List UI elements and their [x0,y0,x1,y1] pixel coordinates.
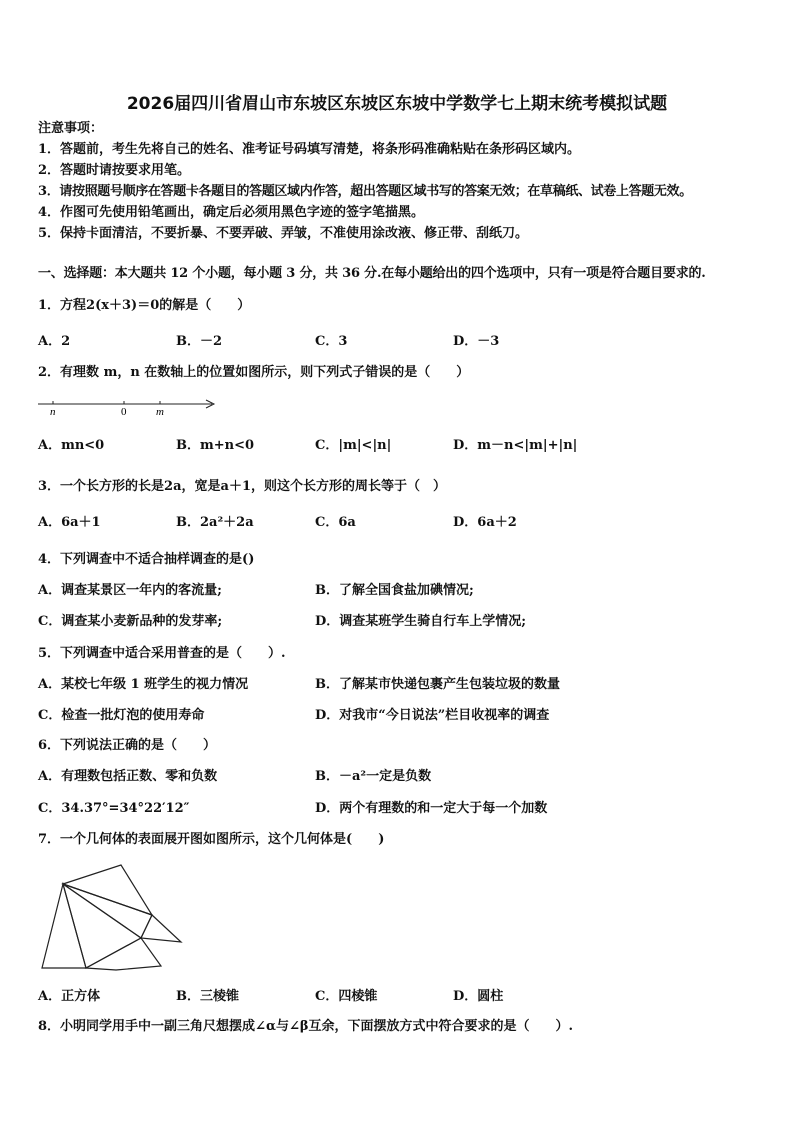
question-stem: 7．一个几何体的表面展开图如图所示，这个几何体是( ) [38,832,385,847]
option-d: D．圆柱 [453,989,504,1004]
label-m: m [156,406,164,418]
net-face-top [63,865,152,915]
question-stem: 5．下列调查中适合采用普查的是（ ）. [38,646,286,661]
option-a: A．2 [38,334,71,349]
notice-heading: 注意事项： [38,121,104,136]
option-c: C．3 [315,334,348,349]
option-d: D．两个有理数的和一定大于每一个加数 [315,801,548,816]
option-d: D．对我市“今日说法”栏目收视率的调查 [315,708,550,723]
option-a: A．正方体 [38,989,101,1004]
question-stem: 3．一个长方形的长是2a，宽是a＋1，则这个长方形的周长等于（ ） [38,479,446,494]
option-b: B．2a²＋2a [176,515,254,530]
option-b: B．－a²一定是负数 [315,769,432,784]
net-face-square-top [63,884,141,968]
section-heading: 一、选择题：本大题共 12 个小题，每小题 3 分，共 36 分.在每小题给出的四个选项中，只有一项是符合题目要求的. [38,266,706,281]
option-b: B．m+n<0 [176,438,255,453]
net-face-square [86,938,161,970]
option-b: B．了解某市快递包裹产生包装垃圾的数量 [315,677,560,692]
option-c: C．34.37°=34°22′12″ [38,801,190,816]
option-c: C．6a [315,515,356,530]
net-face-middle [63,884,152,938]
option-a: A．6a＋1 [38,515,101,530]
option-b: B．三棱锥 [176,989,239,1004]
question-stem: 8．小明同学用手中一副三角尺想摆成∠α与∠β互余，下面摆放方式中符合要求的是（ ）. [38,1019,573,1034]
option-c: C．|m|<|n| [315,438,392,453]
notice-item: 5．保持卡面清洁，不要折暴、不要弄破、弄皱，不准使用涂改液、修正带、刮纸刀。 [38,226,529,241]
pyramid-net-figure [36,862,186,972]
option-a: A．有理数包括正数、零和负数 [38,769,218,784]
notice-item: 4．作图可先使用铅笔画出，确定后必须用黑色字迹的签字笔描黑。 [38,205,425,220]
page-title: 2026届四川省眉山市东坡区东坡区东坡中学数学七上期末统考模拟试题 [126,94,668,114]
option-a: A．mn<0 [38,438,105,453]
question-stem: 4．下列调查中不适合抽样调查的是() [38,552,255,567]
option-d: D．调查某班学生骑自行车上学情况; [315,614,527,629]
option-c: C．调查某小麦新品种的发芽率; [38,614,223,629]
notice-item: 3．请按照题号顺序在答题卡各题目的答题区域内作答，超出答题区域书写的答案无效；在草稿纸、试卷上答题无效。 [38,184,692,199]
label-zero: 0 [121,406,127,418]
net-face-right [141,915,181,942]
option-d: D．6a＋2 [453,515,517,530]
option-c: C．四棱锥 [315,989,378,1004]
question-stem: 2．有理数 m，n 在数轴上的位置如图所示，则下列式子错误的是（ ） [38,365,470,380]
option-a: A．某校七年级 1 班学生的视力情况 [38,677,249,692]
label-n: n [50,406,56,418]
notice-item: 1．答题前，考生先将自己的姓名、准考证号码填写清楚，将条形码准确粘贴在条形码区域内。 [38,142,581,157]
option-a: A．调查某景区一年内的客流量; [38,583,222,598]
option-b: B．－2 [176,334,223,349]
option-d: D．－3 [453,334,500,349]
question-stem: 6．下列说法正确的是（ ） [38,738,217,753]
notice-item: 2．答题时请按要求用笔。 [38,163,191,178]
question-stem: 1．方程2(x＋3)＝0的解是（ ） [38,298,251,313]
option-d: D．m－n<|m|+|n| [453,438,578,453]
option-c: C．检查一批灯泡的使用寿命 [38,708,205,723]
net-face-left [42,884,86,968]
number-line-figure [36,396,220,418]
option-b: B．了解全国食盐加碘情况; [315,583,474,598]
